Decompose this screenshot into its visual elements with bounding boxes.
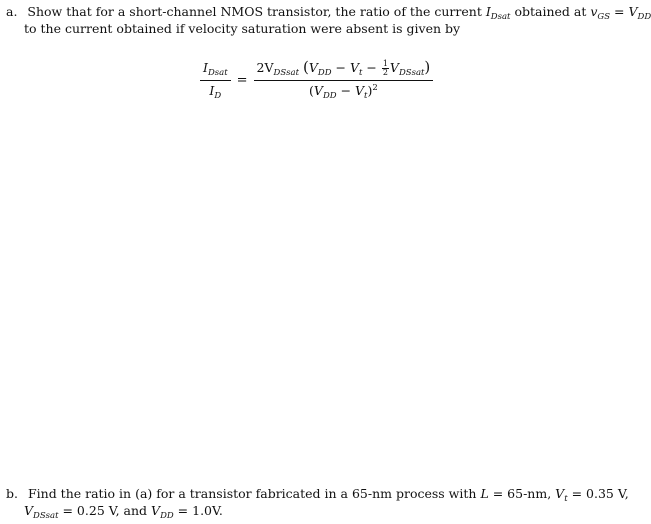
rhs-num-open-paren: ( <box>302 58 309 76</box>
rhs-denominator <box>306 81 381 102</box>
rhs-num-minus-1: − <box>331 60 350 75</box>
vt-sub: t <box>564 494 568 504</box>
half-num: 1 <box>382 59 388 68</box>
l-var: L <box>480 486 489 501</box>
lhs-fraction <box>200 59 231 102</box>
part-b-label: b. <box>6 486 18 501</box>
equals-sign: = <box>614 4 625 19</box>
rhs-num-vdd: V <box>308 60 318 75</box>
vds-value: = 0.25 V, and <box>58 503 148 518</box>
equation-equals: = <box>236 72 248 88</box>
vdd-var: V <box>628 4 638 19</box>
rhs-coef-sub: DSsat <box>273 68 299 78</box>
rhs-coef: 2V <box>256 60 274 75</box>
part-a-line-1 <box>6 4 651 22</box>
vgs-sub: GS <box>597 12 611 22</box>
rhs-num-vds: V <box>389 60 399 75</box>
vds-sub: DSsat <box>33 511 59 521</box>
rhs-num-vt: V <box>349 60 359 75</box>
lhs-num-var: I <box>203 59 208 75</box>
rhs-den-vdd-sub: DD <box>322 91 337 101</box>
part-a-line-2 <box>24 21 460 37</box>
obtained-at-text: obtained at <box>514 4 587 19</box>
rhs-num-vds-sub: DSsat <box>398 68 425 78</box>
current-var: I <box>485 4 491 19</box>
rhs-num-vdd-sub: DD <box>317 68 332 78</box>
vdd-sub: DD <box>637 12 651 22</box>
half-den: 2 <box>382 68 388 77</box>
rhs-num-close-paren: ) <box>424 58 431 76</box>
vds-var: V <box>24 503 34 518</box>
rhs-den-close-paren: ) <box>367 83 373 98</box>
part-b-text: Find the ratio in (a) for a transistor fabricated in a 65-nm process with <box>27 486 477 501</box>
lhs-den-sub: D <box>214 90 222 101</box>
vgs-var: v <box>590 4 598 19</box>
vt-var: V <box>555 486 565 501</box>
lhs-numerator <box>200 59 231 81</box>
rhs-den-vt-sub: t <box>364 91 368 101</box>
lhs-denominator <box>206 81 224 102</box>
part-a-text-2: to the current obtained if velocity saturation were absent is given by <box>24 21 461 36</box>
vdd-b-value: = 1.0V. <box>173 503 223 518</box>
rhs-fraction <box>254 58 434 102</box>
rhs-num-vt-sub: t <box>358 68 363 78</box>
rhs-numerator <box>254 58 434 81</box>
l-value: = 65-nm, <box>488 486 552 501</box>
part-a-label: a. <box>6 4 18 19</box>
rhs-den-power: 2 <box>372 83 378 93</box>
rhs-den-vdd: V <box>313 83 323 98</box>
vdd-b-var: V <box>151 503 161 518</box>
rhs-den-minus: − <box>336 83 356 98</box>
lhs-num-sub: Dsat <box>207 67 228 78</box>
part-a-text: Show that for a short-channel NMOS transistor, the ratio of the current <box>27 4 482 19</box>
part-b-line-1 <box>6 486 629 504</box>
rhs-den-open-paren: ( <box>309 83 314 98</box>
rhs-num-minus-2: − <box>362 60 381 75</box>
part-b-line-2 <box>24 503 223 521</box>
vt-value: = 0.35 V, <box>567 486 629 501</box>
rhs-den-vt: V <box>355 83 365 98</box>
current-sub: Dsat <box>490 12 511 22</box>
lhs-den-var: I <box>209 82 215 98</box>
vdd-b-sub: DD <box>160 511 174 521</box>
one-half-fraction <box>382 60 389 77</box>
ratio-equation <box>200 58 433 102</box>
